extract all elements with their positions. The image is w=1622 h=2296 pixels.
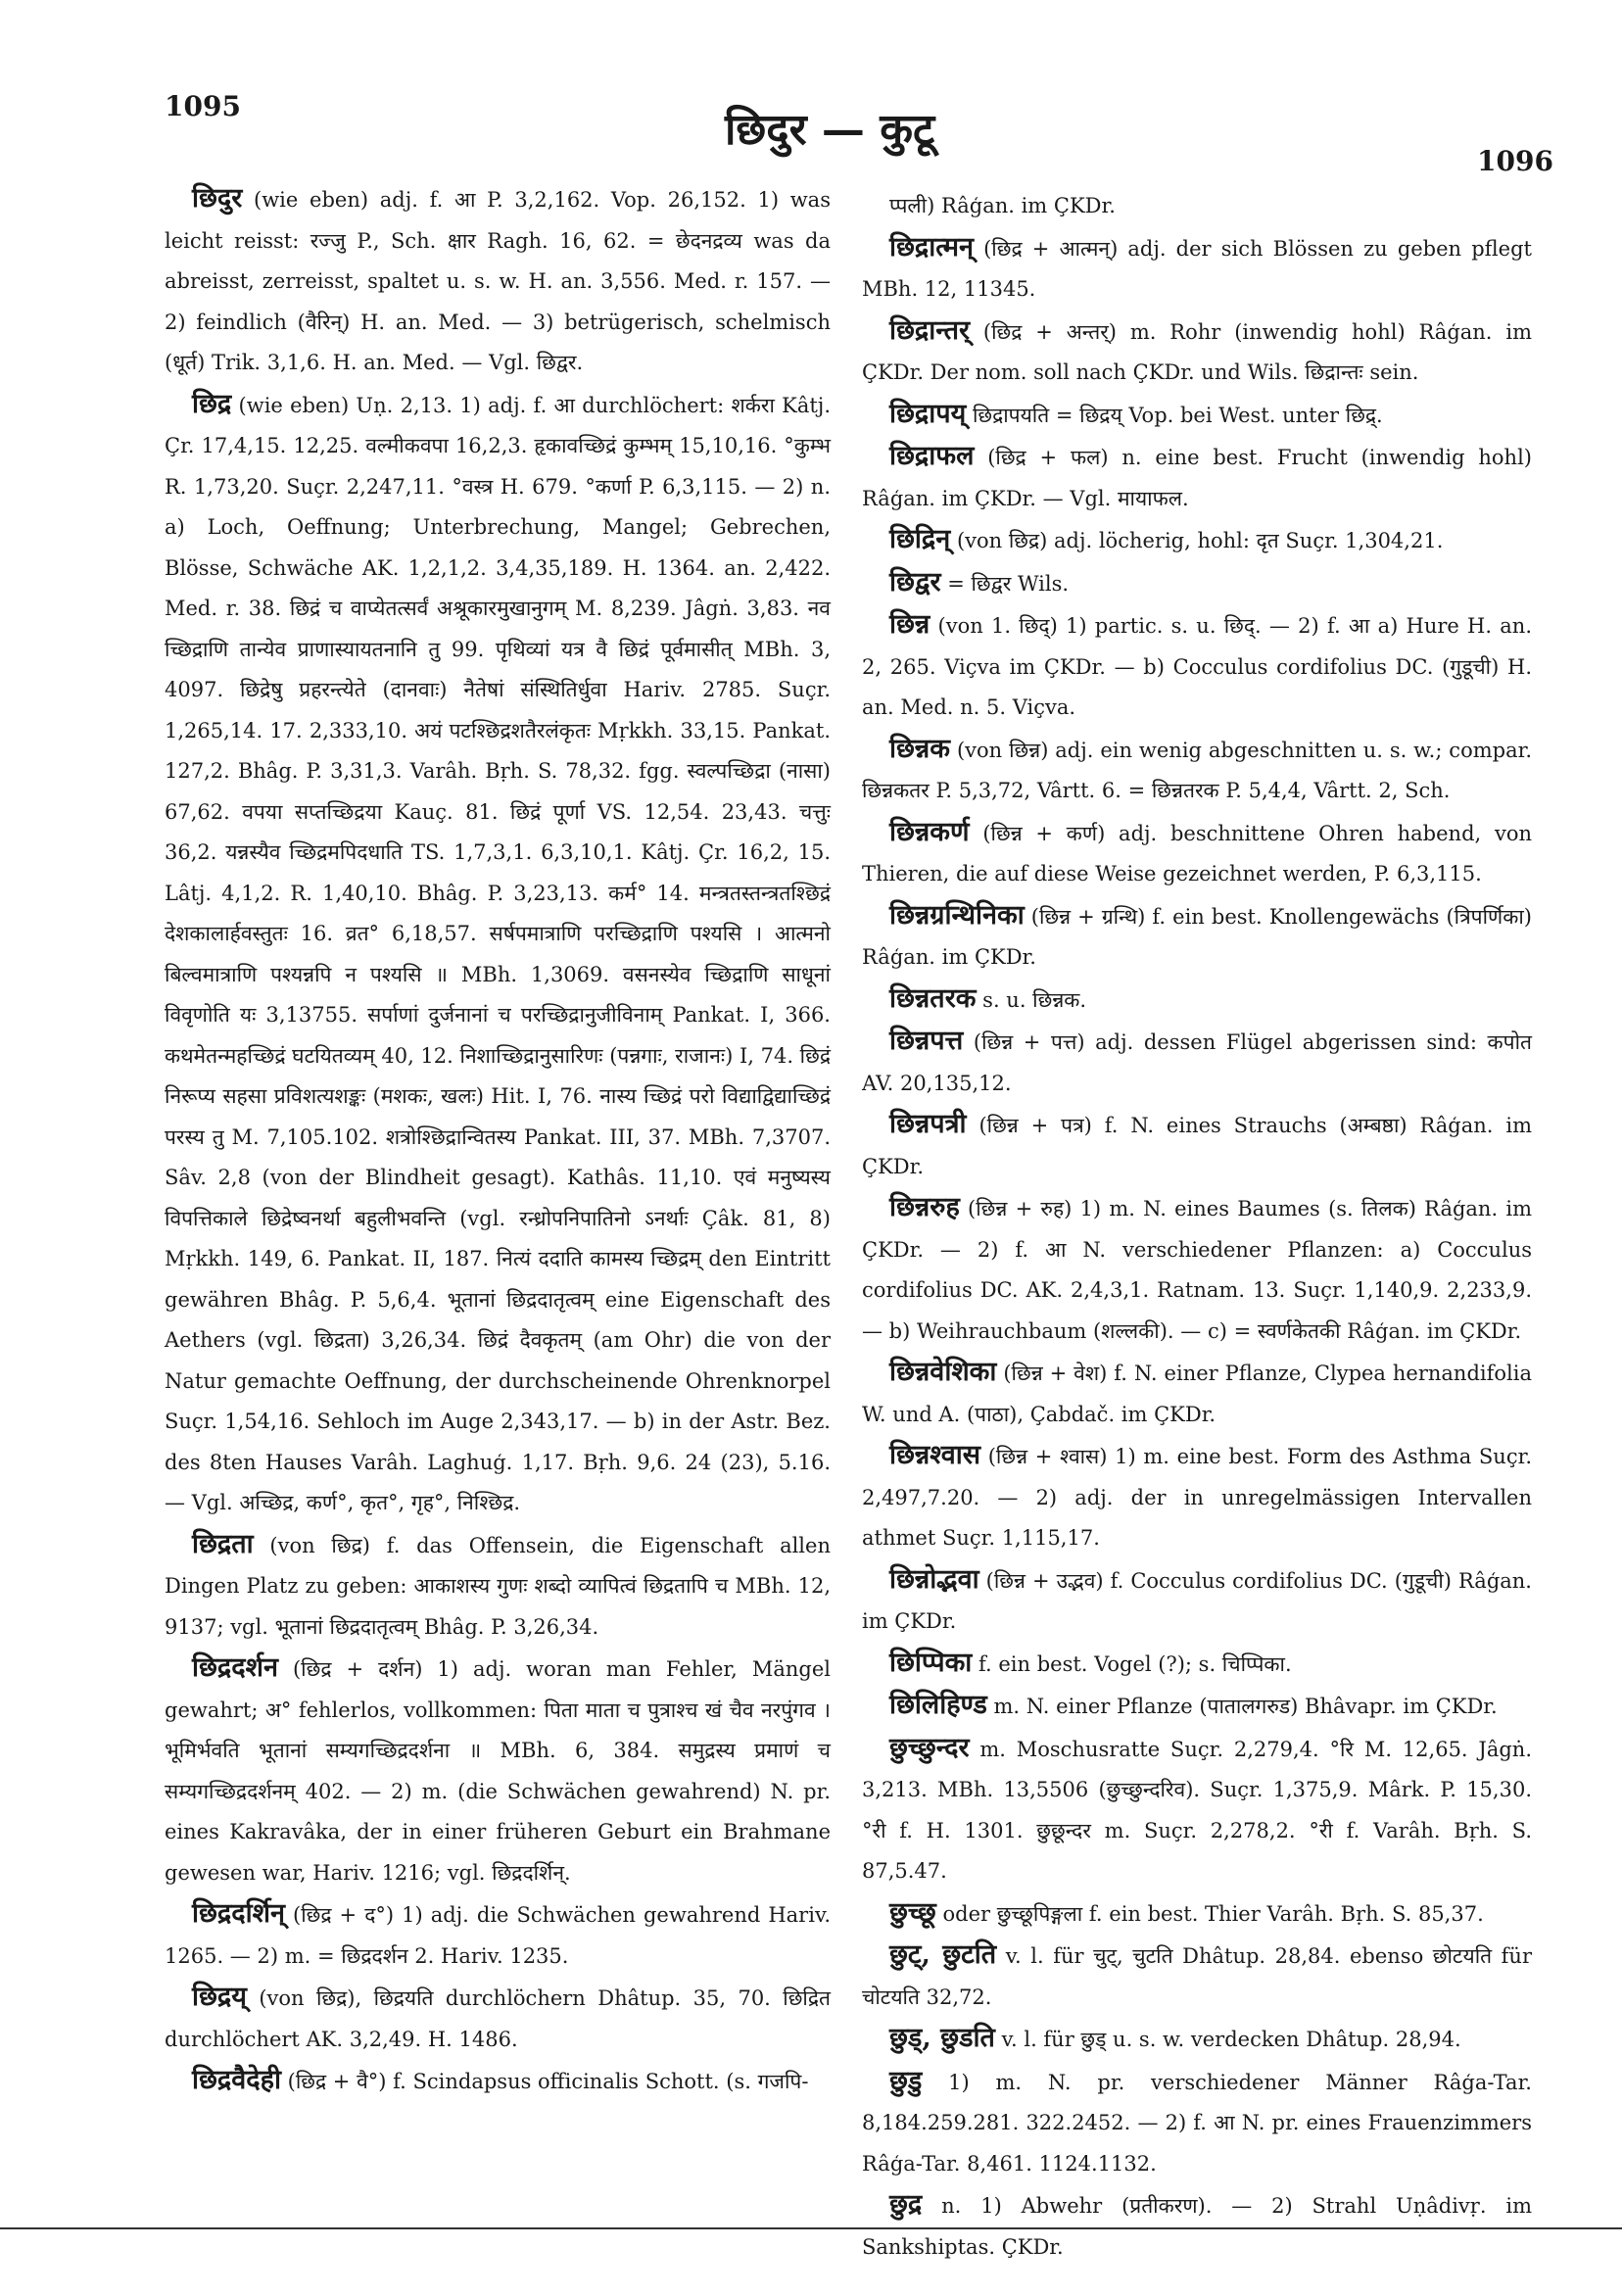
left-column <box>165 178 831 2103</box>
dictionary-entry <box>862 1935 1532 2018</box>
dictionary-entry <box>165 2060 831 2103</box>
dictionary-entry <box>862 812 1532 895</box>
dictionary-entry <box>165 1648 831 1893</box>
entry-text: (von छिन्न) adj. ein wenig abgeschnitten u. s. w.; compar. छिन्नकतर P. 5,3,72, Vârtt. 6. = छिन्नतरक P. 5,4,4, Vârtt. 2, Sch. <box>862 738 1532 802</box>
entry-text: m. Moschusratte Suçr. 2,279,4. °रि M. 12,65. Jâgṅ. 3,213. MBh. 13,5506 (छुच्छुन्दरिव). Suçr. 1,375,9. Mârk. P. 15,30. °री f. H. 1301. छुछून्दर m. Suçr. 2,278,2. °री f. Varâh. Bṛh. S. 87,5.47. <box>862 1737 1532 1883</box>
dictionary-entry <box>862 1352 1532 1435</box>
entry-text: (छिद्र + फल) n. eine best. Frucht (inwendig hohl) Râģan. im ÇKDr. — Vgl. मायाफल. <box>862 446 1532 510</box>
dictionary-entry <box>862 394 1532 437</box>
entry-text: (छिद्र + दर्शन) 1) adj. woran man Fehler, Mängel gewahrt; अ° fehlerlos, vollkommen: पिता माता च पुत्राश्च खं चैव नरपुंगव । भूमिर्भवति भूतानां सम्यगच्छिद्रदर्शना ॥ MBh. 6, 384. समुद्रस्य प्रमाणं च सम्यगच्छिद्रदर्शनम् 402. — 2) m. (die Schwächen gewahrend) N. pr. eines Kakravâka, der in einer früheren Geburt ein Brahmane gewesen war, Hariv. 1216; vgl. छिद्रदर्शिन्. <box>165 1657 831 1885</box>
entry-text: (von छिद्र), छिद्रयति durchlöchern Dhâtup. 35, 70. छिद्रित durchlöchert AK. 3,2,49. H. 1486. <box>165 1986 831 2051</box>
entry-headword: छुडु <box>889 2065 923 2096</box>
entry-headword: छिद्रता <box>192 1528 254 1559</box>
entry-headword: छिप्पिका <box>889 1647 973 1678</box>
entry-headword: छिद्रय् <box>192 1982 247 2012</box>
entry-text: छिद्रापयति = छिद्रय् Vop. bei West. unter छिद्र्. <box>972 403 1383 427</box>
entry-text: (छिन्न + श्वास) 1) m. eine best. Form des Asthma Suçr. 2,497,7.20. — 2) adj. der in unregelmässigen Intervallen athmet Suçr. 1,115,17. <box>862 1445 1532 1550</box>
entry-headword: छिन्नग्रन्थिनिका <box>889 899 1025 931</box>
entry-text: oder छुच्छूपिङ्गला f. ein best. Thier Varâh. Bṛh. S. 85,37. <box>942 1901 1484 1926</box>
dictionary-entry <box>862 729 1532 812</box>
entry-headword: छिन्नरुह <box>889 1192 960 1222</box>
dictionary-entry <box>862 1559 1532 1643</box>
entry-text: s. u. छिन्नक. <box>982 987 1087 1012</box>
dictionary-entry <box>862 1435 1532 1559</box>
entry-text: v. l. für चुट्, चुटति Dhâtup. 28,84. ebenso छोटयति für चोटयति 32,72. <box>862 1944 1532 2009</box>
dictionary-entry <box>862 311 1532 394</box>
dictionary-entry <box>862 1187 1532 1352</box>
dictionary-entry <box>862 1021 1532 1104</box>
dictionary-entry <box>165 384 831 1524</box>
dictionary-entry <box>862 519 1532 562</box>
entry-headword: छिन्नोद्भवा <box>889 1563 979 1595</box>
entry-headword: छिन्नतरक <box>889 982 977 1014</box>
entry-headword: छिद्रदर्शिन् <box>192 1898 285 1929</box>
entry-text: (von छिद्र) adj. löcherig, hohl: दृत Suçr. 1,304,21. <box>956 529 1444 552</box>
left-page-number: 1095 <box>165 90 241 122</box>
dictionary-entry <box>862 436 1532 519</box>
entry-headword: छिद्र <box>192 388 232 419</box>
dictionary-entry <box>862 1685 1532 1728</box>
entry-headword: छिद्रिन् <box>889 524 951 554</box>
entry-text: (छिन्न + ग्रन्थि) f. ein best. Knollengewächs (त्रिपर्णिका) Râģan. im ÇKDr. <box>862 904 1532 969</box>
footer-rule <box>0 2227 1622 2229</box>
entry-text: (छिद्र + आत्मन्) adj. der sich Blössen zu geben pflegt MBh. 12, 11345. <box>862 236 1532 301</box>
dictionary-entry <box>862 227 1532 311</box>
entry-headword: छिद्रदर्शन <box>192 1652 278 1683</box>
dictionary-entry <box>862 184 1532 227</box>
entry-headword: छिन्नवेशिका <box>889 1357 997 1387</box>
entry-text: n. 1) Abwehr (प्रतीकरण). — 2) Strahl Uṇâdivṛ. im Sankshiptas. ÇKDr. <box>862 2194 1532 2259</box>
entry-headword: छिदुर <box>192 183 243 214</box>
entry-headword: छिलिहिण्ड <box>889 1690 987 1720</box>
entry-text: 1) m. N. pr. verschiedener Männer Râģa-Tar. 8,184.259.281. 322.2452. — 2) f. आ N. pr. eines Frauenzimmers Râģa-Tar. 8,461. 1124.1132. <box>862 2070 1532 2176</box>
dictionary-entry <box>862 1728 1532 1892</box>
entry-text: (छिन्न + पत्त) adj. dessen Flügel abgerissen sind: कपोत AV. 20,135,12. <box>862 1030 1532 1095</box>
entry-headword: छुच्छू <box>889 1896 936 1928</box>
dictionary-entry <box>165 1524 831 1649</box>
dictionary-entry <box>862 979 1532 1022</box>
running-title: छिदुर — कुटू <box>725 105 935 155</box>
entry-headword: छिद्वर <box>889 566 941 598</box>
entry-headword: छिन्न <box>889 609 930 640</box>
dictionary-entry <box>165 1893 831 1977</box>
dictionary-entry <box>862 1104 1532 1187</box>
entry-text: प्पली) Râģan. im ÇKDr. <box>889 194 1116 217</box>
entry-text: (छिन्न + वेश) f. N. einer Pflanze, Clypea hernandifolia W. und A. (पाठा), Çabdač. im ÇKDr. <box>862 1362 1532 1426</box>
entry-headword: छिन्नकर्ण <box>889 816 970 847</box>
right-page-number: 1096 <box>1477 145 1553 177</box>
entry-text: (छिन्न + उद्भव) f. Cocculus cordifolius DC. (गुडूची) Râģan. im ÇKDr. <box>862 1568 1532 1633</box>
dictionary-entry <box>862 562 1532 605</box>
entry-headword: छिद्रान्तर् <box>889 314 970 346</box>
entry-text: f. ein best. Vogel (?); s. चिप्पिका. <box>978 1651 1292 1676</box>
entry-text: (von छिद्र) f. das Offensein, die Eigenschaft allen Dingen Platz zu geben: आकाशस्य गुणः शब्दो व्यापित्वं छिद्रतापि च MBh. 12, 9137; vgl. भूतानां छिद्रदातृत्वम् Bhâg. P. 3,26,34. <box>165 1533 831 1639</box>
entry-text: (छिद्र + द°) 1) adj. die Schwächen gewahrend Hariv. 1265. — 2) m. = छिद्रदर्शन 2. Hariv. 1235. <box>165 1903 831 1968</box>
dictionary-entry <box>165 178 831 384</box>
entry-text: (wie eben) Uṇ. 2,13. 1) adj. f. आ durchlöchert: शर्करा Kâtj. Çr. 17,4,15. 12,25. वल्मीकवपा 16,2,3. हृकावच्छिद्रं कुम्भम् 15,10,16. °कुम्भ R. 1,73,20. Suçr. 2,247,11. °वस्त्र H. 679. °कर्णा P. 6,3,115. — 2) n. a) Loch, Oeffnung; Unterbrechung, Mangel; Gebrechen, Blösse, Schwäche AK. 1,2,1,2. 3,4,35,189. H. 1364. an. 2,422. Med. r. 38. छिद्रं च वाप्येतत्सर्वं अश्रूकारमुखानुगम् M. 8,239. Jâgṅ. 3,83. नव च्छिद्राणि तान्येव प्राणास्यायतनानि तु 99. पृथिव्यां यत्र वै छिद्रं पूर्वमासीत् MBh. 3, 4097. छिद्रेषु प्रहरन्त्येते (दानवाः) नैतेषां संस्थितिर्धुवा Hariv. 2785. Suçr. 1,265,14. 17. 2,333,10. अयं पटश्छिद्रशतैरलंकृतः Mṛkkh. 33,15. Pankat. 127,2. Bhâg. P. 3,31,3. Varâh. Bṛh. S. 78,32. fgg. स्वल्पच्छिद्रा (नासा) 67,62. वपया सप्तच्छिद्रया Kauç. 81. छिद्रं पूर्णा VS. 12,54. 23,43. चत्तुः 36,2. यन्नस्यैव च्छिद्रमपिदधाति TS. 1,7,3,1. 6,3,10,1. Kâtj. Çr. 16,2, 15. Lâtj. 4,1,2. R. 1,40,10. Bhâg. P. 3,23,13. कर्म° 14. मन्त्रतस्तन्त्रतश्छिद्रं देशकालार्हवस्तुतः 16. व्रत° 6,18,57. सर्षपमात्राणि परच्छिद्राणि पश्यसि । आत्मनो बिल्वमात्राणि पश्यन्नपि न पश्यसि ॥ MBh. 1,3069. वसनस्येव च्छिद्राणि साधूनां विवृणोति यः 3,13755. सर्पाणां दुर्जनानां च परच्छिद्रानुजीविनाम् Pankat. I, 366. कथमेतन्महच्छिद्रं घटयितव्यम् 40, 12. निशाच्छिद्रानुसारिणः (पन्नगाः, राजानः) I, 74. छिद्रं निरूप्य सहसा प्रविशत्यशङ्कः (मशकः, खलः) Hit. I, 76. नास्य च्छिद्रं परो विद्याद्विद्याच्छिद्रं परस्य तु M. 7,105.102. शत्रोश्छिद्रान्वितस्य Pankat. III, 37. MBh. 7,3707. Sâv. 2,8 (von der Blindheit gesagt). Kathâs. 11,10. एवं मनुष्यस्य विपत्तिकाले छिद्रेष्वनर्था बहुलीभवन्ति (vgl. रन्ध्रोपनिपातिनो ऽनर्थाः Çâk. 81, 8) Mṛkkh. 149, 6. Pankat. II, 187. नित्यं ददाति कामस्य च्छिद्रम् den Eintritt gewähren Bhâg. P. 5,6,4. भूतानां छिद्रदातृत्वम् eine Eigenschaft des Aethers (vgl. छिद्रता) 3,26,34. छिद्रं दैवकृतम् (am Ohr) die von der Natur gemachte Oeffnung, der durchscheinende Ohrenknorpel Suçr. 1,54,16. Sehloch im Auge 2,343,17. — b) in der Astr. Bez. des 8ten Hauses Varâh. Laghuģ. 1,17. Bṛh. 9,6. 24 (23), 5.16. — Vgl. अच्छिद्र, कर्ण°, कृत°, गृह°, निश्छिद्र. <box>165 393 831 1514</box>
entry-headword: छिद्रापय् <box>889 398 967 429</box>
entry-headword: छिन्नश्वास <box>889 1440 981 1470</box>
dictionary-entry <box>862 1643 1532 1686</box>
entry-headword: छिन्नपत्त <box>889 1026 964 1056</box>
dictionary-entry <box>862 2018 1532 2061</box>
dictionary-entry <box>165 1977 831 2060</box>
entry-text: (छिद्र + अन्तर्) m. Rohr (inwendig hohl) Râģan. im ÇKDr. Der nom. soll nach ÇKDr. und Wils. छिद्रान्तः sein. <box>862 319 1532 384</box>
entry-text: (wie eben) adj. f. आ P. 3,2,162. Vop. 26,152. 1) was leicht reisst: रज्जु P., Sch. क्षार Ragh. 16, 62. = छेदनद्रव्य was da abreisst, zerreisst, spaltet u. s. w. H. an. 3,556. Med. r. 157. — 2) feindlich (वैरिन्) H. an. Med. — 3) betrügerisch, schelmisch (धूर्त) Trik. 3,1,6. H. an. Med. — Vgl. छिद्वर. <box>165 188 831 374</box>
entry-headword: छिन्नपत्री <box>889 1109 967 1139</box>
dictionary-entry <box>862 895 1532 979</box>
dictionary-entry <box>862 2061 1532 2185</box>
entry-text: (छिन्न + पत्र) f. N. eines Strauchs (अम्बष्ठा) Râģan. im ÇKDr. <box>862 1114 1532 1178</box>
entry-text: (von 1. छिद्) 1) partic. s. u. छिद्. — 2) f. आ a) Hure H. an. 2, 265. Viçva im ÇKDr. — b) Cocculus cordifolius DC. (गुडूची) H. an. Med. n. 5. Viçva. <box>862 614 1532 719</box>
entry-headword: छुड्, छुडति <box>889 2023 995 2053</box>
right-column <box>862 184 1532 2268</box>
entry-text: m. N. einer Pflanze (पातालगरुड) Bhâvapr. im ÇKDr. <box>993 1695 1498 1718</box>
entry-headword: छुद्र <box>889 2189 923 2220</box>
entry-headword: छुट्, छुटति <box>889 1939 997 1970</box>
entry-headword: छिद्रवैदेही <box>192 2065 281 2095</box>
dictionary-entry <box>862 1892 1532 1936</box>
entry-headword: छिद्रात्मन् <box>889 231 974 263</box>
entry-text: v. l. für छुड् u. s. w. verdecken Dhâtup. 28,94. <box>1001 2028 1461 2051</box>
entry-headword: छिद्राफल <box>889 441 975 471</box>
dictionary-entry <box>862 2184 1532 2268</box>
entry-headword: छुच्छुन्दर <box>889 1732 970 1763</box>
entry-text: (छिद्र + वै°) f. Scindapsus officinalis Schott. (s. गजपि- <box>287 2070 809 2093</box>
entry-headword: छिन्नक <box>889 733 951 764</box>
entry-text: (छिन्न + रुह) 1) m. N. eines Baumes (s. तिलक) Râģan. im ÇKDr. — 2) f. आ N. verschiedener Pflanzen: a) Cocculus cordifolius DC. AK. 2,4,3,1. Ratnam. 13. Suçr. 1,140,9. 2,233,9. — b) Weihrauchbaum (शल्लकी). — c) = स्वर्णकेतकी Râģan. im ÇKDr. <box>862 1197 1532 1343</box>
entry-text: (छिन्न + कर्ण) adj. beschnittene Ohren habend, von Thieren, die auf diese Weise gezeichnet werden, P. 6,3,115. <box>862 821 1532 885</box>
entry-text: = छिद्वर Wils. <box>947 571 1070 596</box>
dictionary-entry <box>862 604 1532 729</box>
